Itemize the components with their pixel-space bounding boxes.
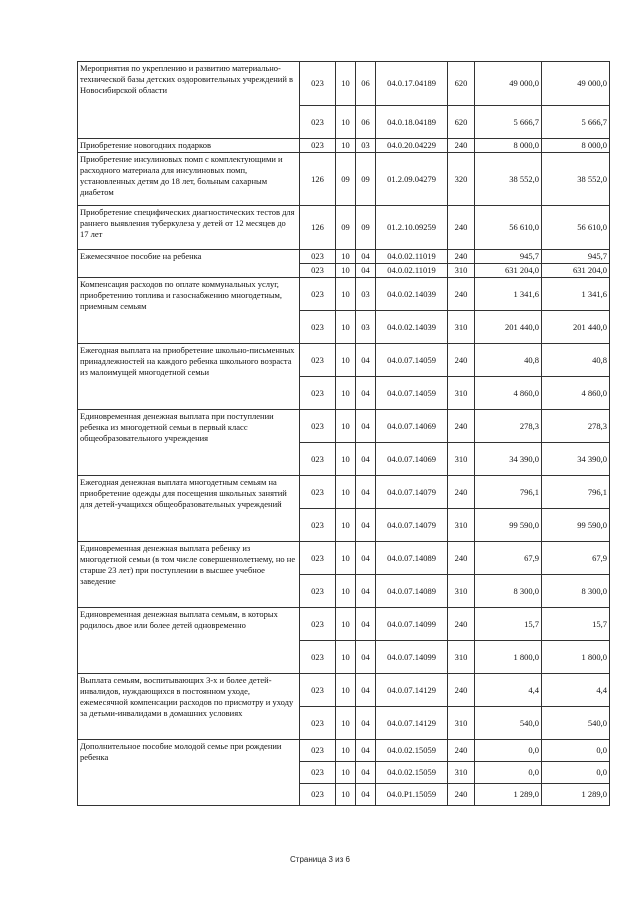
item-description: Единовременная денежная выплата семьям, в которых родилось двое или более детей одновременно (78, 608, 300, 674)
subsection-cell: 04 (356, 784, 376, 806)
item-description: Мероприятия по укреплению и развитию материально-технической базы детских оздоровительных учреждений в Новосибирской области (78, 62, 300, 139)
expense-type-cell: 240 (448, 344, 475, 377)
section-cell: 10 (336, 344, 356, 377)
subsection-cell: 09 (356, 206, 376, 250)
table-row (78, 278, 610, 311)
amount-cell: 40,8 (475, 344, 542, 377)
table-row (78, 153, 610, 206)
item-description: Ежемесячное пособие на ребенка (78, 250, 300, 278)
code-cell: 126 (300, 153, 336, 206)
amount-total-cell: 0,0 (542, 762, 610, 784)
subsection-cell: 06 (356, 62, 376, 106)
expense-type-cell: 240 (448, 542, 475, 575)
table-row (78, 542, 610, 575)
amount-cell: 1 341,6 (475, 278, 542, 311)
target-article-cell: 04.0.18.04189 (376, 106, 448, 139)
expense-type-cell: 240 (448, 250, 475, 264)
table-row (78, 344, 610, 377)
section-cell: 10 (336, 784, 356, 806)
code-cell: 023 (300, 278, 336, 311)
section-cell: 10 (336, 674, 356, 707)
amount-cell: 15,7 (475, 608, 542, 641)
target-article-cell: 04.0.17.04189 (376, 62, 448, 106)
subsection-cell: 04 (356, 707, 376, 740)
target-article-cell: 04.0.07.14069 (376, 443, 448, 476)
target-article-cell: 04.0.07.14089 (376, 542, 448, 575)
target-article-cell: 01.2.10.09259 (376, 206, 448, 250)
code-cell: 126 (300, 206, 336, 250)
amount-total-cell: 278,3 (542, 410, 610, 443)
expense-type-cell: 310 (448, 509, 475, 542)
amount-total-cell: 8 000,0 (542, 139, 610, 153)
code-cell: 023 (300, 344, 336, 377)
amount-total-cell: 40,8 (542, 344, 610, 377)
amount-cell: 67,9 (475, 542, 542, 575)
amount-total-cell: 34 390,0 (542, 443, 610, 476)
expense-type-cell: 240 (448, 674, 475, 707)
subsection-cell: 03 (356, 311, 376, 344)
amount-total-cell: 4 860,0 (542, 377, 610, 410)
amount-cell: 540,0 (475, 707, 542, 740)
code-cell: 023 (300, 542, 336, 575)
target-article-cell: 04.0.02.11019 (376, 250, 448, 264)
code-cell: 023 (300, 762, 336, 784)
code-cell: 023 (300, 264, 336, 278)
item-description: Ежегодная денежная выплата многодетным семьям на приобретение одежды для посещения школьных занятий для детей-учащихся общеобразовательных учреждений (78, 476, 300, 542)
code-cell: 023 (300, 62, 336, 106)
table-row (78, 476, 610, 509)
amount-cell: 201 440,0 (475, 311, 542, 344)
section-cell: 10 (336, 264, 356, 278)
subsection-cell: 03 (356, 139, 376, 153)
section-cell: 10 (336, 762, 356, 784)
section-cell: 10 (336, 106, 356, 139)
amount-total-cell: 8 300,0 (542, 575, 610, 608)
item-description: Единовременная денежная выплата при поступлении ребенка из многодетной семьи в первый класс общеобразовательного учреждения (78, 410, 300, 476)
budget-table (77, 61, 610, 806)
table-row (78, 62, 610, 106)
amount-total-cell: 540,0 (542, 707, 610, 740)
expense-type-cell: 310 (448, 264, 475, 278)
expense-type-cell: 310 (448, 641, 475, 674)
code-cell: 023 (300, 139, 336, 153)
subsection-cell: 04 (356, 509, 376, 542)
table-row (78, 206, 610, 250)
target-article-cell: 04.0.P1.15059 (376, 784, 448, 806)
item-description: Единовременная денежная выплата ребенку из многодетной семьи (в том числе совершеннолетнему, но не старше 23 лет) при поступлении в высшее учебное заведение (78, 542, 300, 608)
amount-total-cell: 5 666,7 (542, 106, 610, 139)
amount-total-cell: 99 590,0 (542, 509, 610, 542)
amount-total-cell: 1 341,6 (542, 278, 610, 311)
section-cell: 10 (336, 250, 356, 264)
amount-total-cell: 4,4 (542, 674, 610, 707)
amount-cell: 1 800,0 (475, 641, 542, 674)
target-article-cell: 04.0.02.11019 (376, 264, 448, 278)
amount-cell: 0,0 (475, 762, 542, 784)
item-description: Приобретение новогодних подарков (78, 139, 300, 153)
code-cell: 023 (300, 509, 336, 542)
code-cell: 023 (300, 740, 336, 762)
amount-cell: 5 666,7 (475, 106, 542, 139)
subsection-cell: 04 (356, 377, 376, 410)
expense-type-cell: 240 (448, 784, 475, 806)
item-description: Выплата семьям, воспитывающих 3-х и более детей-инвалидов, нуждающихся в постоянном уходе, ежемесячной компенсации расходов по присмотру и уходу за детьми-инвалидами в домашних условиях (78, 674, 300, 740)
amount-total-cell: 631 204,0 (542, 264, 610, 278)
expense-type-cell: 240 (448, 410, 475, 443)
expense-type-cell: 310 (448, 443, 475, 476)
expense-type-cell: 310 (448, 707, 475, 740)
subsection-cell: 04 (356, 575, 376, 608)
amount-total-cell: 49 000,0 (542, 62, 610, 106)
expense-type-cell: 310 (448, 311, 475, 344)
expense-type-cell: 240 (448, 139, 475, 153)
amount-total-cell: 945,7 (542, 250, 610, 264)
amount-total-cell: 201 440,0 (542, 311, 610, 344)
expense-type-cell: 240 (448, 278, 475, 311)
code-cell: 023 (300, 641, 336, 674)
amount-cell: 4 860,0 (475, 377, 542, 410)
code-cell: 023 (300, 707, 336, 740)
table-row (78, 608, 610, 641)
section-cell: 10 (336, 575, 356, 608)
table-row (78, 250, 610, 264)
expense-type-cell: 310 (448, 377, 475, 410)
code-cell: 023 (300, 377, 336, 410)
expense-type-cell: 310 (448, 762, 475, 784)
item-description: Компенсация расходов по оплате коммунальных услуг, приобретению топлива и газоснабжению многодетным, приемным семьям (78, 278, 300, 344)
amount-cell: 49 000,0 (475, 62, 542, 106)
target-article-cell: 04.0.02.14039 (376, 311, 448, 344)
target-article-cell: 04.0.07.14069 (376, 410, 448, 443)
subsection-cell: 04 (356, 250, 376, 264)
subsection-cell: 04 (356, 762, 376, 784)
page-number: Страница 3 из 6 (290, 855, 350, 864)
section-cell: 09 (336, 153, 356, 206)
amount-total-cell: 15,7 (542, 608, 610, 641)
target-article-cell: 04.0.07.14079 (376, 476, 448, 509)
subsection-cell: 04 (356, 674, 376, 707)
subsection-cell: 04 (356, 740, 376, 762)
target-article-cell: 04.0.02.15059 (376, 762, 448, 784)
expense-type-cell: 620 (448, 62, 475, 106)
subsection-cell: 09 (356, 153, 376, 206)
subsection-cell: 04 (356, 344, 376, 377)
amount-cell: 4,4 (475, 674, 542, 707)
target-article-cell: 04.0.20.04229 (376, 139, 448, 153)
table-row (78, 410, 610, 443)
target-article-cell: 01.2.09.04279 (376, 153, 448, 206)
amount-cell: 8 000,0 (475, 139, 542, 153)
amount-cell: 1 289,0 (475, 784, 542, 806)
target-article-cell: 04.0.02.15059 (376, 740, 448, 762)
target-article-cell: 04.0.07.14059 (376, 377, 448, 410)
section-cell: 10 (336, 139, 356, 153)
item-description: Приобретение специфических диагностических тестов для раннего выявления туберкулеза у детей от 12 месяцев до 17 лет (78, 206, 300, 250)
expense-type-cell: 240 (448, 740, 475, 762)
section-cell: 10 (336, 278, 356, 311)
table-body (78, 62, 610, 806)
expense-type-cell: 310 (448, 575, 475, 608)
table-row (78, 139, 610, 153)
subsection-cell: 04 (356, 542, 376, 575)
target-article-cell: 04.0.07.14089 (376, 575, 448, 608)
expense-type-cell: 320 (448, 153, 475, 206)
section-cell: 10 (336, 542, 356, 575)
code-cell: 023 (300, 476, 336, 509)
subsection-cell: 04 (356, 410, 376, 443)
code-cell: 023 (300, 674, 336, 707)
amount-cell: 34 390,0 (475, 443, 542, 476)
code-cell: 023 (300, 575, 336, 608)
expense-type-cell: 620 (448, 106, 475, 139)
subsection-cell: 04 (356, 264, 376, 278)
section-cell: 10 (336, 311, 356, 344)
subsection-cell: 04 (356, 641, 376, 674)
amount-total-cell: 38 552,0 (542, 153, 610, 206)
target-article-cell: 04.0.07.14129 (376, 674, 448, 707)
subsection-cell: 04 (356, 476, 376, 509)
amount-cell: 8 300,0 (475, 575, 542, 608)
table-row (78, 674, 610, 707)
subsection-cell: 03 (356, 278, 376, 311)
section-cell: 10 (336, 740, 356, 762)
amount-cell: 56 610,0 (475, 206, 542, 250)
amount-cell: 278,3 (475, 410, 542, 443)
table-row (78, 740, 610, 762)
expense-type-cell: 240 (448, 608, 475, 641)
section-cell: 10 (336, 509, 356, 542)
target-article-cell: 04.0.07.14099 (376, 608, 448, 641)
section-cell: 10 (336, 443, 356, 476)
section-cell: 10 (336, 476, 356, 509)
item-description: Приобретение инсулиновых помп с комплектующими и расходного материала для инсулиновых помп, установленных детям до 18 лет, больным сахарным диабетом (78, 153, 300, 206)
target-article-cell: 04.0.07.14099 (376, 641, 448, 674)
section-cell: 10 (336, 608, 356, 641)
subsection-cell: 06 (356, 106, 376, 139)
subsection-cell: 04 (356, 443, 376, 476)
expense-type-cell: 240 (448, 206, 475, 250)
code-cell: 023 (300, 410, 336, 443)
section-cell: 10 (336, 707, 356, 740)
amount-cell: 0,0 (475, 740, 542, 762)
target-article-cell: 04.0.02.14039 (376, 278, 448, 311)
section-cell: 09 (336, 206, 356, 250)
section-cell: 10 (336, 377, 356, 410)
amount-total-cell: 56 610,0 (542, 206, 610, 250)
amount-total-cell: 67,9 (542, 542, 610, 575)
amount-cell: 945,7 (475, 250, 542, 264)
code-cell: 023 (300, 608, 336, 641)
amount-total-cell: 0,0 (542, 740, 610, 762)
amount-cell: 99 590,0 (475, 509, 542, 542)
target-article-cell: 04.0.07.14059 (376, 344, 448, 377)
section-cell: 10 (336, 410, 356, 443)
section-cell: 10 (336, 62, 356, 106)
amount-total-cell: 1 289,0 (542, 784, 610, 806)
code-cell: 023 (300, 250, 336, 264)
amount-cell: 631 204,0 (475, 264, 542, 278)
expense-type-cell: 240 (448, 476, 475, 509)
code-cell: 023 (300, 784, 336, 806)
item-description: Ежегодная выплата на приобретение школьно-письменных принадлежностей на каждого ребенка школьного возраста из малоимущей многодетной семьи (78, 344, 300, 410)
subsection-cell: 04 (356, 608, 376, 641)
section-cell: 10 (336, 641, 356, 674)
target-article-cell: 04.0.07.14079 (376, 509, 448, 542)
code-cell: 023 (300, 311, 336, 344)
amount-cell: 796,1 (475, 476, 542, 509)
amount-cell: 38 552,0 (475, 153, 542, 206)
target-article-cell: 04.0.07.14129 (376, 707, 448, 740)
amount-total-cell: 796,1 (542, 476, 610, 509)
code-cell: 023 (300, 443, 336, 476)
item-description: Дополнительное пособие молодой семье при рождении ребенка (78, 740, 300, 806)
code-cell: 023 (300, 106, 336, 139)
amount-total-cell: 1 800,0 (542, 641, 610, 674)
